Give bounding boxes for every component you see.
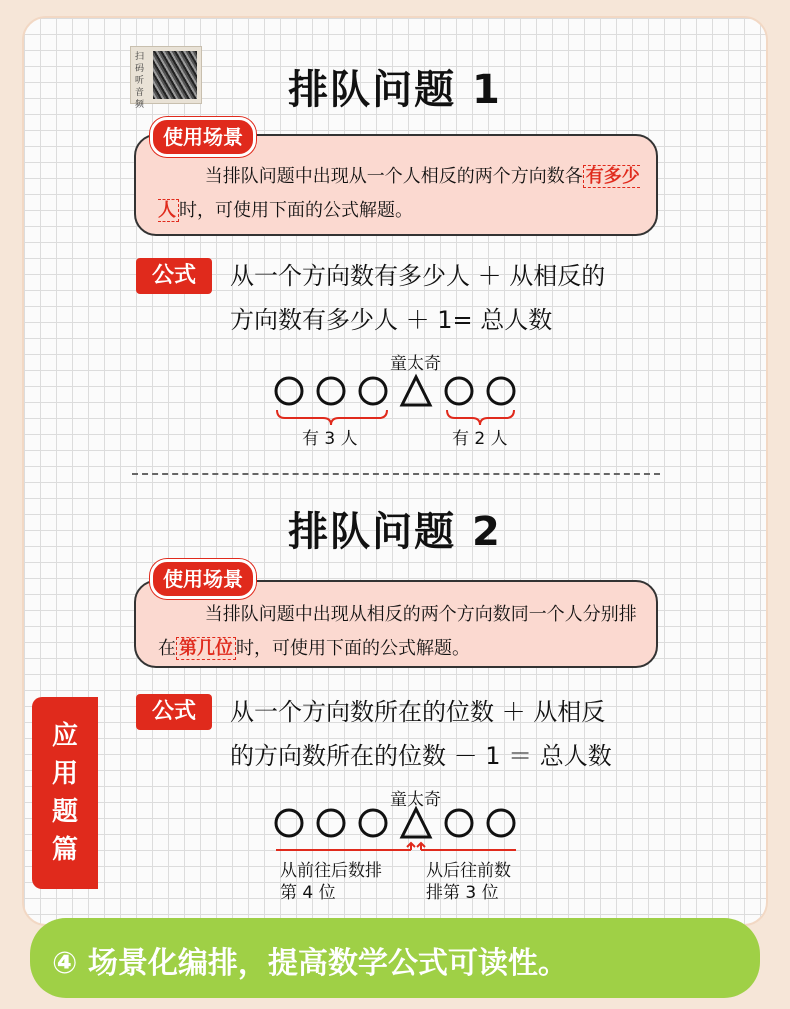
person-circle bbox=[360, 810, 386, 836]
section1-scene-text: 当排队问题中出现从一个人相反的两个方向数各 有多少人 时，可使用下面的公式解题。 bbox=[158, 166, 640, 221]
person-circle bbox=[488, 810, 514, 836]
person-circle bbox=[276, 810, 302, 836]
side-tab-char: 用 bbox=[51, 759, 78, 789]
section2-right-label-2: 排第 3 位 bbox=[426, 883, 499, 903]
banner-text: ④ 场景化编排，提高数学公式可读性。 bbox=[52, 946, 568, 981]
section2-left-label-2: 第 4 位 bbox=[280, 883, 336, 903]
section1-left-count: 有 3 人 bbox=[302, 429, 358, 449]
person-circle bbox=[318, 810, 344, 836]
person-circle bbox=[446, 810, 472, 836]
section2-left-label-1: 从前往后数排 bbox=[280, 861, 382, 881]
section1-scene-tag: 使用场景 bbox=[150, 117, 256, 157]
section2-scene-tag: 使用场景 bbox=[150, 559, 256, 599]
side-tab-char: 题 bbox=[51, 797, 78, 827]
target-person-triangle bbox=[402, 809, 430, 837]
right-arrow bbox=[417, 843, 425, 850]
section1-right-count: 有 2 人 bbox=[452, 429, 508, 449]
side-tab-char: 篇 bbox=[51, 835, 78, 865]
section2-formula-line1: 从一个方向数所在的位数 ＋ 从相反 bbox=[230, 698, 606, 726]
section2-formula-tag: 公式 bbox=[136, 694, 212, 730]
section1-scene-highlight: 有多少人 bbox=[158, 166, 640, 221]
section1-title: 排队问题 1 bbox=[288, 67, 502, 113]
side-tab-char: 应 bbox=[51, 721, 78, 751]
section2-right-label-1: 从后往前数 bbox=[426, 861, 511, 881]
section2-title: 排队问题 2 bbox=[288, 509, 502, 555]
qr-caption: 扫码听音频 bbox=[135, 52, 145, 110]
section1-formula-tag: 公式 bbox=[136, 258, 212, 294]
section1-formula-line2: 方向数有多少人 ＋ 1= 总人数 bbox=[230, 306, 553, 334]
section2-center-label: 童太奇 bbox=[390, 790, 441, 810]
section1-center-label: 童太奇 bbox=[390, 354, 441, 374]
section2-scene-highlight: 第几位 bbox=[176, 637, 236, 660]
section2-scene-text: 当排队问题中出现从相反的两个方向数同一个人分别排在 第几位 时，可使用下面的公式解题。 bbox=[158, 604, 637, 659]
side-tab-applied-problems[interactable] bbox=[32, 697, 98, 889]
left-arrow bbox=[407, 843, 415, 850]
section2-formula-line2: 的方向数所在的位数 － 1 ＝ 总人数 bbox=[230, 742, 612, 770]
section1-formula-line1: 从一个方向数有多少人 ＋ 从相反的 bbox=[230, 262, 606, 290]
